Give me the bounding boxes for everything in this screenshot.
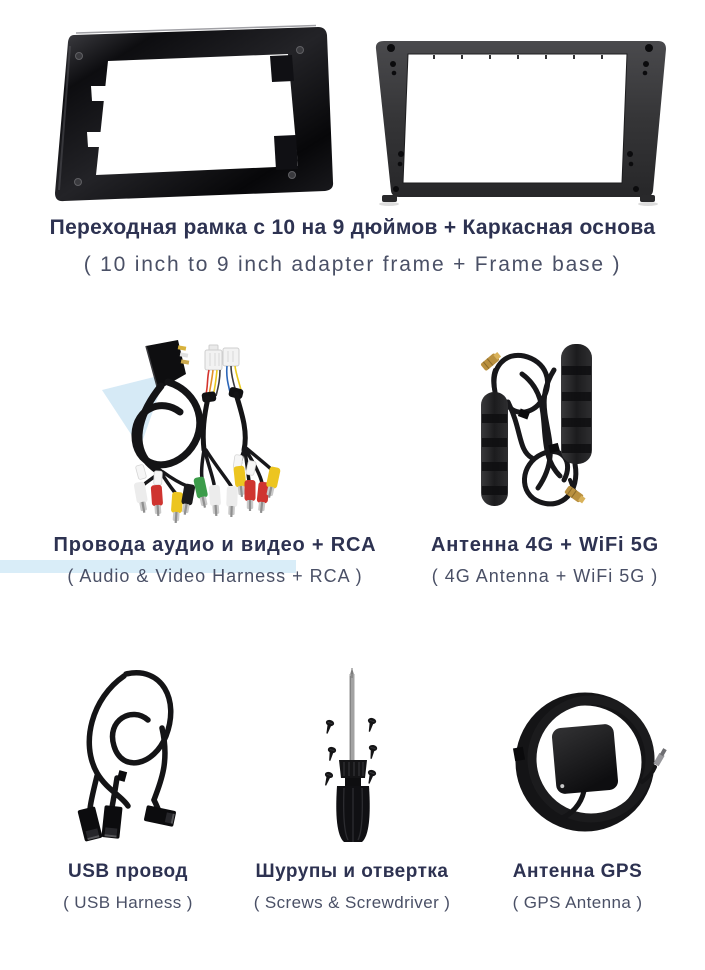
- antenna-4g-wifi-photo: [462, 330, 642, 524]
- rca-caption-en: ( Audio & Video Harness + RCA ): [67, 566, 363, 586]
- screws-screwdriver-photo: [292, 666, 427, 852]
- adapter-frame-photo: [30, 22, 352, 206]
- frames-caption-en: ( 10 inch to 9 inch adapter frame + Frame base ): [83, 253, 622, 276]
- usb-caption-en: ( USB Harness ): [63, 893, 193, 912]
- av-harness-rca-photo: [88, 328, 323, 526]
- usb-port: [144, 805, 177, 827]
- gps-antenna-photo: [502, 660, 692, 854]
- gps-caption-ru: Антенна GPS: [512, 861, 643, 882]
- usb-port: [77, 806, 102, 841]
- screws-screwdriver-product: [230, 656, 474, 946]
- frames-caption-ru: Переходная рамка с 10 на 9 дюймов + Каркасная основа: [49, 216, 656, 239]
- section-frames: [0, 0, 705, 300]
- usb-port: [101, 805, 122, 839]
- screws-caption-en: ( Screws & Screwdriver ): [253, 893, 451, 912]
- rca-caption-ru: Провода аудио и видео + RCA: [53, 534, 377, 556]
- antenna4g-caption-en: ( 4G Antenna + WiFi 5G ): [431, 566, 659, 586]
- av-harness-rca-product: [10, 328, 420, 596]
- gps-connector: [653, 748, 667, 767]
- screws-caption-ru: Шурупы и отвертка: [255, 861, 449, 882]
- gps-antenna-product: [470, 656, 685, 946]
- antenna4g-caption-ru: Антенна 4G + WiFi 5G: [430, 534, 660, 556]
- usb-caption-ru: USB провод: [68, 861, 188, 882]
- usb-harness-photo: [62, 658, 237, 856]
- gps-caption-en: ( GPS Antenna ): [512, 893, 643, 912]
- antenna-4g-product: [410, 330, 680, 596]
- frame-base-photo: [372, 34, 682, 206]
- usb-harness-product: [0, 656, 256, 946]
